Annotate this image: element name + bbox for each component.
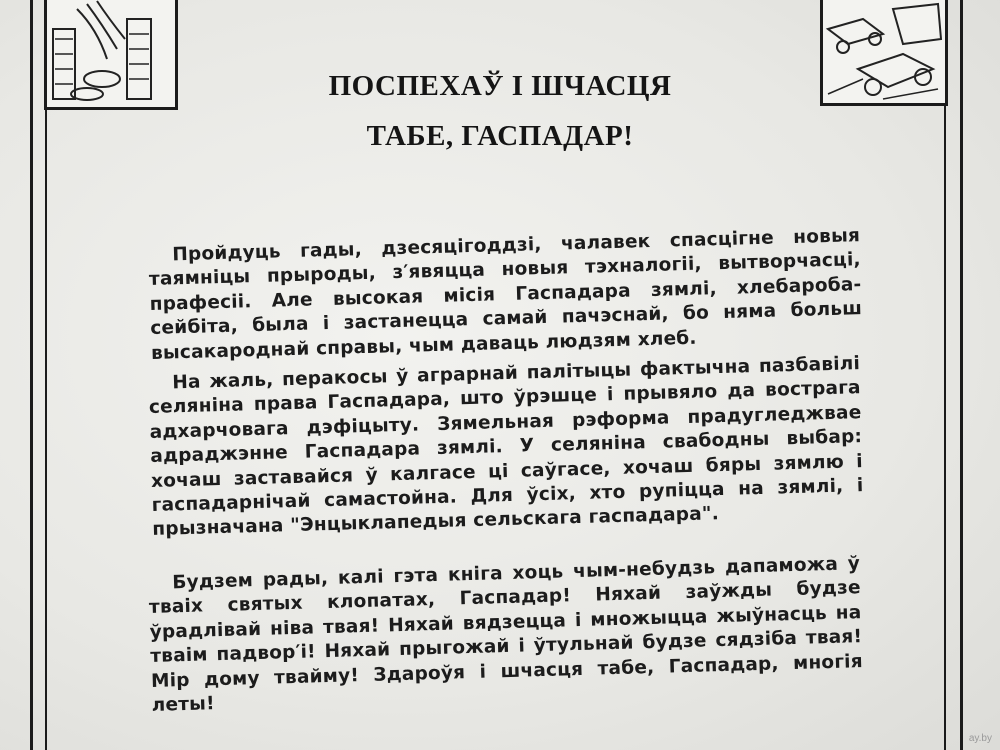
page-title-line-1: ПОСПЕХАЎ І ШЧАСЦЯ [328, 70, 672, 102]
frame-right-line [960, 0, 963, 750]
frame-inner-left-line [45, 108, 47, 750]
paragraph-1 [148, 224, 863, 366]
paragraph-3 [148, 552, 864, 718]
paragraph-3-text: Будзем рады, калі гэта кніга хоць чым-небудзь дапаможа ў тваіх святых клопатах, Гаспадар! Няхай заўжды будзе ўрадлівай ніва твая! Няхай вядзецца і множыцца жыўнасць на тваім падвор′і! Няхай прыгожай і ўтульнай будзе сядзіба твая! Мір дому твайму! Здароўя і шчасця табе, Гаспадар, многія леты! [148, 553, 864, 716]
paragraph-2 [148, 352, 864, 543]
frame-inner-right-line [944, 100, 946, 750]
frame-left-line [30, 0, 33, 750]
paragraph-1-text: Пройдуць гады, дзесяцігоддзі, чалавек спасцігне новыя таямніцы прыроды, з′явяцца новыя тэхналогіі, вытворчасці, прафесіі. Але высокая місія Гаспадара зямлі, хлебароба-сейбіта, была і застанецца самай пачэснай, бо няма больш высакароднай справы, чым даваць людзям хлеб. [148, 225, 863, 364]
watermark: ay.by [968, 733, 992, 744]
paragraph-2-text: На жаль, перакосы ў аграрнай палітыцы фактычна пазбавілі селяніна права Гаспадара, што ўрэшце і прывяло да вострага адхарчовага дэфіцыту. Зямельная рэформа прадугледжвае адраджэнне Гаспадара зямлі. У селяніна свабодны выбар: хочаш заставайся ў калгасе ці саўгасе, хочаш бяры зямлю і гаспадарнічай самастойна. Для ўсіх, хто рупіцца на зямлі, і прызначана "Энцыклапедыя сельскага гаспадара". [148, 353, 864, 541]
page-title-line-2: ТАБЕ, ГАСПАДАР! [366, 120, 634, 152]
